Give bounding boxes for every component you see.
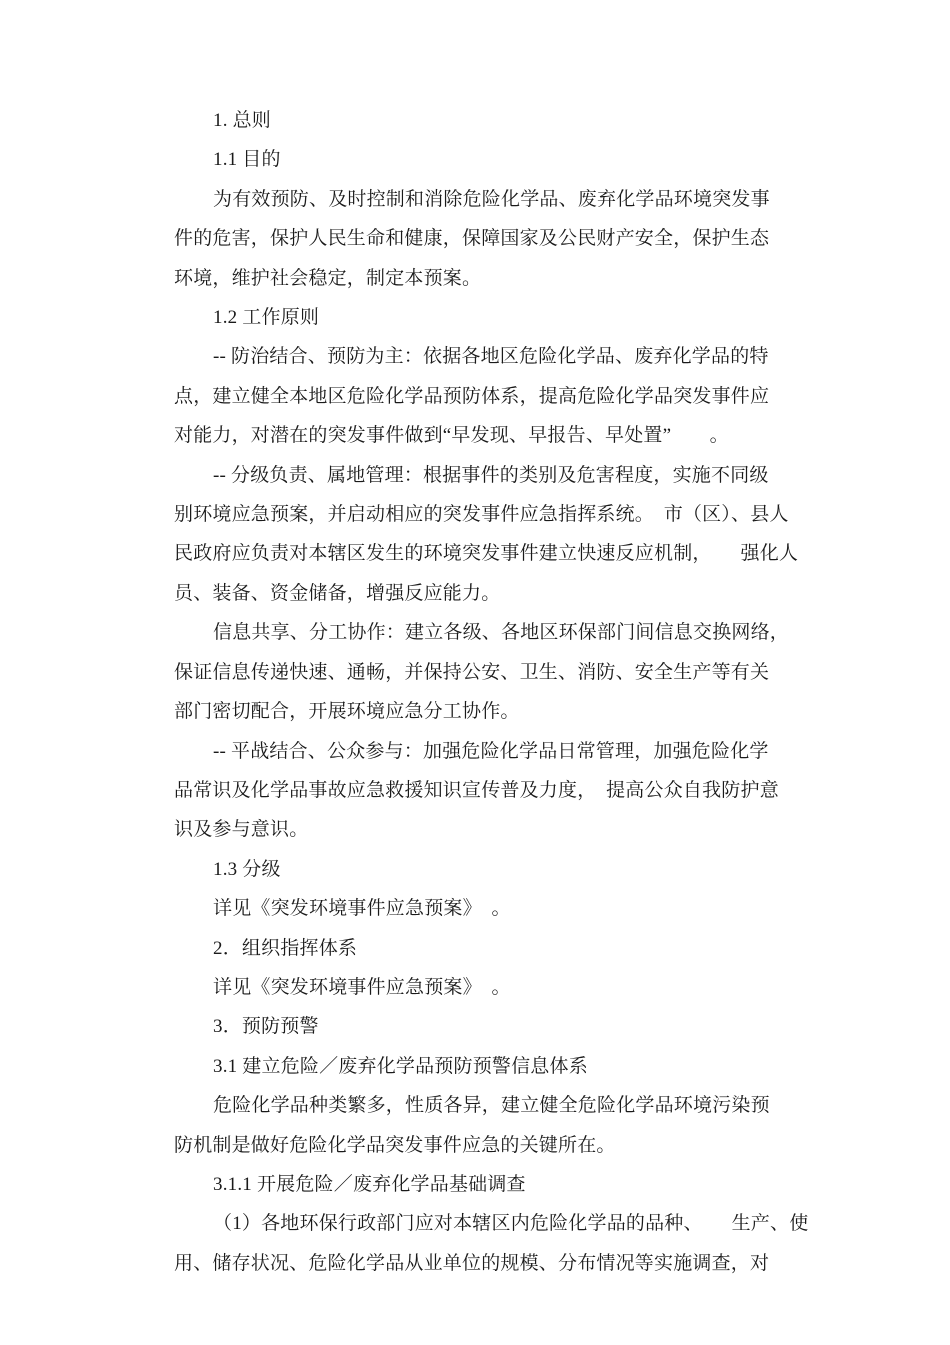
text-line: 信息共享、分工协作：建立各级、各地区环保部门间信息交换网络，: [213, 622, 790, 644]
text-line: 识及参与意识。: [174, 819, 309, 841]
paragraph: [174, 850, 794, 889]
paragraph: [174, 1165, 794, 1204]
text-line: 1.3 分级: [213, 858, 281, 880]
text-line: 民政府应负责对本辖区发生的环境突发事件建立快速反应机制， 强化人: [174, 543, 799, 565]
text-line: 品常识及化学品事故应急救援知识宣传普及力度， 提高公众自我防护意: [174, 779, 779, 801]
text-line: 部门密切配合，开展环境应急分工协作。: [174, 701, 520, 723]
paragraph: [174, 732, 794, 850]
text-line: 3．预防预警: [213, 1016, 319, 1038]
paragraph: [174, 1086, 794, 1165]
text-line: 件的危害，保护人民生命和健康，保障国家及公民财产安全，保护生态: [174, 228, 770, 250]
text-line: 详见《突发环境事件应急预案》 。: [213, 976, 511, 998]
text-line: 危险化学品种类繁多，性质各异，建立健全危险化学品环境污染预: [213, 1095, 770, 1117]
text-line: 详见《突发环境事件应急预案》 。: [213, 898, 511, 920]
paragraph: [174, 140, 794, 179]
text-line: 别环境应急预案，并启动相应的突发事件应急指挥系统。 市（区）、县人: [174, 504, 789, 526]
text-line: 用、储存状况、危险化学品从业单位的规模、分布情况等实施调查，对: [174, 1252, 770, 1274]
paragraph: [174, 456, 799, 614]
paragraph: [174, 1047, 794, 1086]
text-line: 2．组织指挥体系: [213, 937, 358, 959]
text-line: 保证信息传递快速、通畅，并保持公安、卫生、消防、安全生产等有关: [174, 661, 770, 683]
document-body: [174, 101, 809, 1283]
text-line: -- 防治结合、预防为主：依据各地区危险化学品、废弃化学品的特: [213, 346, 769, 368]
text-line: 员、装备、资金储备，增强反应能力。: [174, 582, 501, 604]
text-line: 防机制是做好危险化学品突发事件应急的关键所在。: [174, 1134, 616, 1156]
paragraph: [174, 337, 794, 455]
text-line: （1）各地环保行政部门应对本辖区内危险化学品的品种、 生产、使: [213, 1213, 809, 1235]
paragraph: [174, 929, 794, 968]
text-line: 1. 总则: [213, 110, 272, 131]
text-line: 为有效预防、及时控制和消除危险化学品、废弃化学品环境突发事: [213, 188, 770, 210]
text-line: 3.1.1 开展危险／废弃化学品基础调查: [213, 1173, 526, 1195]
text-line: 1.1 目的: [213, 149, 281, 171]
paragraph: [174, 1007, 794, 1046]
text-line: 点，建立健全本地区危险化学品预防体系，提高危险化学品突发事件应: [174, 385, 770, 407]
paragraph: [174, 101, 794, 140]
text-line: 1.2 工作原则: [213, 307, 320, 329]
text-line: 环境，维护社会稳定，制定本预案。: [174, 267, 482, 289]
paragraph: [174, 889, 794, 928]
paragraph: [174, 180, 794, 298]
paragraph: [174, 298, 794, 337]
text-line: -- 分级负责、属地管理：根据事件的类别及危害程度，实施不同级: [213, 464, 769, 486]
text-line: 3.1 建立危险／废弃化学品预防预警信息体系: [213, 1055, 588, 1077]
text-line: -- 平战结合、公众参与：加强危险化学品日常管理，加强危险化学: [213, 740, 769, 762]
paragraph: [174, 613, 794, 731]
paragraph: [174, 968, 794, 1007]
text-line: 对能力，对潜在的突发事件做到“早发现、早报告、早处置” 。: [174, 425, 729, 447]
paragraph: [174, 1204, 809, 1283]
